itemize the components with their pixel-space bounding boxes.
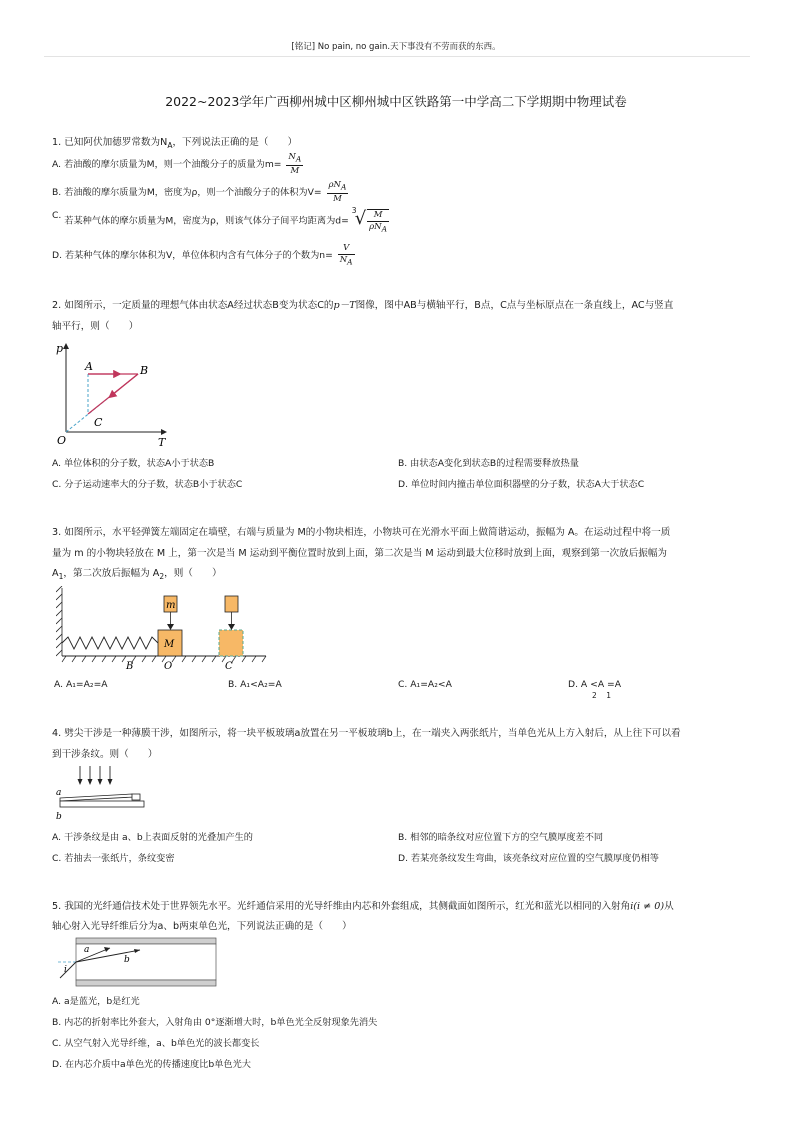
t-axis-label: T <box>158 436 166 449</box>
q5-option-c[interactable]: C. 从空气射入光导纤维，a、b单色光的波长都变长 <box>52 1038 260 1049</box>
q5-stem-line1: 5. 我国的光纤通信技术处于世界领先水平。光纤通信采用的光导纤维由内芯和外套组成，其侧截面如图所示，红光和蓝光以相同的入射角i(i ≠ 0)从 <box>52 901 674 912</box>
q5-option-d[interactable]: D. 在内芯介质中a单色光的传播速度比b单色光大 <box>52 1059 251 1070</box>
header-motto: [铭记] No pain, no gain.天下事没有不劳而获的东西。 <box>291 42 501 52</box>
label-O: O <box>164 661 173 672</box>
q2-option-b[interactable]: B. 由状态A变化到状态B的过程需要释放热量 <box>398 458 579 469</box>
q4-option-a[interactable]: A. 干涉条纹是由 a、b上表面反射的光叠加产生的 <box>52 832 253 843</box>
q2-option-a[interactable]: A. 单位体积的分子数，状态A小于状态B <box>52 458 215 469</box>
q3-option-d[interactable]: D. A <A =A 2 1 <box>568 679 622 700</box>
label-M: M <box>164 639 175 650</box>
label-C: C <box>225 661 233 672</box>
block-M-dashed <box>219 630 243 656</box>
arrow-down-icon <box>78 779 113 785</box>
cladding-top <box>76 938 216 944</box>
glass-plate-a <box>60 794 134 801</box>
header-divider <box>44 56 750 57</box>
arrow-down-icon <box>228 624 235 630</box>
q1-b-fraction: $\frac{\rho N_A}{M}$ <box>328 180 347 204</box>
q3-stem-line2: 量为 m 的小物块轻放在 M 上，第一次是当 M 运动到平衡位置时放到上面，第二次是当 M 运动到最大位移时放到上面，观察到第一次放后振幅为 <box>52 548 668 559</box>
page-title: 2022~2023学年广西柳州城中区柳州城中区铁路第一中学高二下学期期中物理试卷 <box>165 94 627 109</box>
q2-stem-line2: 轴平行，则（ ） <box>52 321 139 332</box>
q5-fiber-diagram <box>54 936 220 988</box>
q1-option-a[interactable]: A. 若油酸的摩尔质量为M，则一个油酸分子的质量为m= $\frac{N_A}{M}$ <box>52 152 302 176</box>
q4-stem-line2: 到干涉条纹。则（ ） <box>52 749 158 760</box>
label-m: m <box>166 600 176 611</box>
q4-option-c[interactable]: C. 若抽去一张纸片，条纹变密 <box>52 853 175 864</box>
incident-light-arrows <box>80 766 110 782</box>
q1-stem: 1. 已知阿伏加德罗常数为$N_A$，下列说法正确的是（ ） <box>52 137 298 150</box>
spring <box>62 637 158 649</box>
wall-hatching <box>56 586 62 656</box>
q2-option-c[interactable]: C. 分子运动速率大的分子数，状态B小于状态C <box>52 479 243 490</box>
point-b-label: B <box>140 364 149 377</box>
block-m-2 <box>225 596 238 612</box>
q5-stem-line2: 轴心射入光导纤维后分为a、b两束单色光，下列说法正确的是（ ） <box>52 921 352 932</box>
label-B: B <box>126 661 134 672</box>
q1-option-c[interactable]: C. 若某种气体的摩尔质量为M，密度为ρ，则该气体分子间平均距离为d= 3 √ $\frac{M}{\rho N_A}$ <box>52 208 391 234</box>
bc-arrow <box>111 374 138 396</box>
q3-stem-line1: 3. 如图所示，水平轻弹簧左端固定在墙壁，右端与质量为 M的小物块相连，小物块可在光滑水平面上做简谐运动，振幅为 A。在运动过程中将一质 <box>52 527 671 538</box>
incident-ray <box>60 962 76 978</box>
paper-strips <box>132 794 140 800</box>
q4-option-d[interactable]: D. 若某亮条纹发生弯曲，该亮条纹对应位置的空气膜厚度仍相等 <box>398 853 659 864</box>
cladding-bottom <box>76 980 216 986</box>
q3-stem-line3: $A_1$，第二次放后振幅为 $A_2$，则（ ） <box>52 568 222 581</box>
q3-option-a[interactable]: A. A₁=A₂=A <box>54 679 108 690</box>
q3-spring-diagram <box>56 586 272 672</box>
arrow-down-icon <box>167 624 174 630</box>
label-a: a <box>56 788 62 798</box>
q4-wedge-diagram <box>54 764 154 824</box>
q3-option-b[interactable]: B. A₁<A₂=A <box>228 679 282 690</box>
point-c-label: C <box>94 416 103 429</box>
label-b: b <box>56 812 62 822</box>
p-axis-label: p <box>56 342 64 355</box>
q2-pt-diagram <box>54 340 184 450</box>
point-a-label: A <box>85 360 93 373</box>
q3-option-c[interactable]: C. A₁=A₂<A <box>398 679 452 690</box>
q2-option-d[interactable]: D. 单位时间内撞击单位面积器壁的分子数，状态A大于状态C <box>398 479 645 490</box>
label-b: b <box>124 955 130 965</box>
radical-icon: √ <box>354 208 367 229</box>
q1-d-fraction: $\frac{V}{N_A}$ <box>339 243 353 267</box>
q4-stem-line1: 4. 劈尖干涉是一种薄膜干涉，如图所示，将一块平板玻璃a放置在另一平板玻璃b上，在一端夹入两张纸片，当单色光从上方入射后，从上往下可以看 <box>52 728 681 739</box>
glass-plate-b <box>60 801 144 807</box>
label-a: a <box>84 945 90 955</box>
q4-option-b[interactable]: B. 相邻的暗条纹对应位置下方的空气膜厚度差不同 <box>398 832 604 843</box>
q1-option-d[interactable]: D. 若某种气体的摩尔体积为V，单位体积内含有气体分子的个数为n= $\frac{V}{N_A}$ <box>52 243 353 267</box>
q1-c-root: 3 √ $\frac{M}{\rho N_A}$ <box>351 206 387 234</box>
fiber-core <box>76 944 216 980</box>
label-i: i <box>64 965 67 975</box>
q1-option-b[interactable]: B. 若油酸的摩尔质量为M，密度为ρ，则一个油酸分子的体积为V= $\frac{\rho N_A}{M}$ <box>52 180 347 204</box>
q1-a-fraction: $\frac{N_A}{M}$ <box>288 152 302 176</box>
q5-option-a[interactable]: A. a是蓝光，b是红光 <box>52 996 140 1007</box>
q2-stem-line1: 2. 如图所示，一定质量的理想气体由状态A经过状态B变为状态C的p－T图像，图中AB与横轴平行，B点，C点与坐标原点在一条直线上，AC与竖直 <box>52 300 674 311</box>
q5-option-b[interactable]: B. 内芯的折射率比外套大，入射角由 0°逐渐增大时，b单色光全反射现象先消失 <box>52 1017 378 1028</box>
origin-label: O <box>57 434 67 447</box>
